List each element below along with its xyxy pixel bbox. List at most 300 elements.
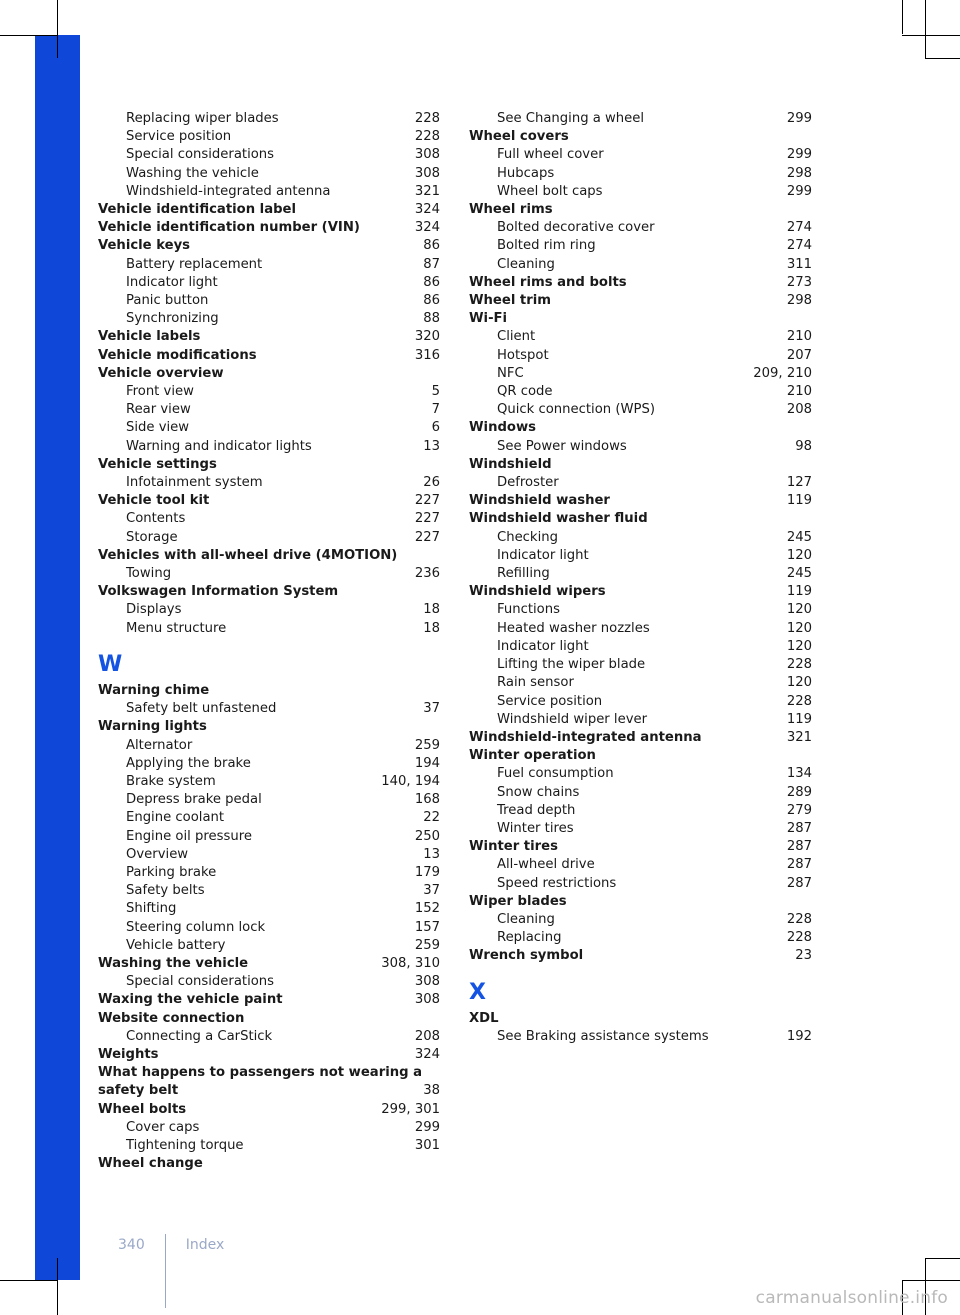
entry-page-ref: 86 [423,293,440,309]
index-entry [469,729,812,747]
entry-page-ref: 127 [786,475,812,491]
entry-label: Tightening torque [126,1137,244,1153]
index-subentry [469,929,812,947]
index-entry [98,237,440,255]
entry-label: Windshield washer fluid [469,511,648,527]
index-subentry [98,791,440,809]
index-letter-heading: W [98,651,123,677]
index-subentry [469,183,812,201]
entry-page-ref: 120 [786,620,812,636]
index-subentry [469,911,812,929]
entry-label: QR code [497,384,553,400]
index-subentry [98,601,440,619]
index-subentry [469,347,812,365]
entry-page-ref: 157 [414,919,440,935]
entry-label: Wheel change [98,1156,203,1172]
page-footer [118,1208,224,1282]
entry-page-ref: 119 [786,711,812,727]
entry-label: Weights [98,1046,159,1062]
entry-page-ref: 120 [786,638,812,654]
entry-page-ref: 88 [423,311,440,327]
entry-label: Vehicle settings [98,456,217,472]
index-entry [98,547,440,565]
index-subentry [98,310,440,328]
index-subentry [98,110,440,128]
entry-page-ref: 6 [431,420,440,436]
entry-page-ref: 120 [786,547,812,563]
entry-page-ref: 320 [414,329,440,345]
index-subentry [469,875,812,893]
entry-label: Cover caps [126,1119,200,1135]
entry-page-ref: 236 [414,566,440,582]
crop-mark [57,1258,58,1315]
entry-page-ref: 308 [414,147,440,163]
entry-label: Parking brake [126,864,217,880]
index-subentry [469,165,812,183]
entry-page-ref: 134 [786,766,812,782]
entry-page-ref: 287 [786,875,812,891]
entry-label: Service position [126,129,232,145]
index-entry [98,583,440,601]
index-subentry [469,328,812,346]
entry-label: Windshield [469,456,552,472]
entry-label: Rear view [126,402,191,418]
index-subentry [98,1028,440,1046]
entry-label: Wiper blades [469,893,567,909]
entry-label: Engine coolant [126,810,225,826]
entry-page-ref: 287 [786,839,812,855]
entry-page-ref: 287 [786,857,812,873]
entry-label: Warning and indicator lights [126,438,312,454]
index-subentry [469,401,812,419]
entry-page-ref: 245 [786,529,812,545]
crop-mark [0,1280,58,1281]
entry-label: Battery replacement [126,256,263,272]
entry-label: Waxing the vehicle paint [98,992,283,1008]
entry-label: Cleaning [497,911,555,927]
entry-label: Engine oil pressure [126,828,252,844]
entry-page-ref: 228 [786,657,812,673]
entry-label: Checking [497,529,558,545]
crop-mark [902,1280,960,1281]
entry-label: Vehicle identification number (VIN) [98,220,360,236]
entry-page-ref: 308 [414,992,440,1008]
index-subentry [98,529,440,547]
index-entry [469,274,812,292]
entry-page-ref: 298 [786,165,812,181]
entry-page-ref: 152 [414,901,440,917]
index-subentry [98,438,440,456]
entry-page-ref: 301 [414,1137,440,1153]
entry-page-ref: 140, 194 [381,773,440,789]
entry-label: Side view [126,420,190,436]
crop-mark [925,1258,960,1259]
index-subentry [98,737,440,755]
index-subentry [98,256,440,274]
entry-label: Storage [126,529,178,545]
index-subentry [98,973,440,991]
index-subentry [469,711,812,729]
entry-label: Windshield-integrated antenna [469,729,702,745]
entry-label: Bolted decorative cover [497,220,655,236]
crop-mark [57,0,58,58]
entry-label: Bolted rim ring [497,238,596,254]
entry-label: Indicator light [126,274,218,290]
index-subentry [98,146,440,164]
entry-label: What happens to passengers not wearing a safety belt [98,1065,423,1099]
entry-label: Replacing [497,930,562,946]
entry-page-ref: 13 [423,846,440,862]
entry-label: XDL [469,1010,499,1026]
entry-page-ref: 311 [786,256,812,272]
entry-label: Vehicles with all-wheel drive (4MOTION) [98,547,398,563]
entry-page-ref: 5 [431,384,440,400]
entry-page-ref: 308 [414,165,440,181]
entry-label: NFC [497,365,524,381]
entry-label: Wrench symbol [469,948,584,964]
entry-label: Depress brake pedal [126,792,262,808]
entry-label: Special considerations [126,974,275,990]
entry-page-ref: 308, 310 [381,955,440,971]
entry-page-ref: 259 [414,737,440,753]
entry-page-ref: 120 [786,675,812,691]
index-subentry [98,864,440,882]
index-subentry [98,700,440,718]
entry-page-ref: 279 [786,802,812,818]
index-subentry [98,937,440,955]
entry-label: Overview [126,846,189,862]
entry-label: Winter tires [497,820,574,836]
entry-label: Replacing wiper blades [126,111,279,126]
entry-label: Safety belt unfastened [126,701,277,717]
entry-label: Service position [497,693,603,709]
entry-label: Vehicle identification label [98,202,297,218]
index-subentry [98,183,440,201]
index-subentry [469,638,812,656]
entry-label: Vehicle battery [126,937,226,953]
index-subentry [98,809,440,827]
index-entry [469,947,812,965]
entry-page-ref: 22 [423,810,440,826]
index-subentry [98,401,440,419]
entry-label: Wi-Fi [469,311,508,327]
index-subentry [469,110,812,128]
entry-label: Wheel rims [469,202,553,218]
entry-page-ref: 316 [414,347,440,363]
index-subentry [469,601,812,619]
index-subentry [98,919,440,937]
entry-page-ref: 299, 301 [381,1101,440,1117]
entry-label: Steering column lock [126,919,266,935]
watermark: carmanualsonline.info [755,1288,948,1308]
index-subentry [469,856,812,874]
index-entry [469,201,812,219]
index-subentry [469,383,812,401]
index-entry [98,347,440,365]
index-entry [98,1155,440,1173]
entry-page-ref: 120 [786,602,812,618]
entry-label: Washing the vehicle [98,955,249,971]
entry-label: Functions [497,602,560,618]
entry-page-ref: 273 [786,274,812,290]
index-entry [98,456,440,474]
entry-label: Towing [126,566,172,582]
index-subentry [98,1137,440,1155]
index-subentry [469,674,812,692]
entry-label: Website connection [98,1010,245,1026]
entry-page-ref: 250 [414,828,440,844]
entry-page-ref: 324 [414,1046,440,1062]
entry-label: Tread depth [497,802,576,818]
entry-page-ref: 245 [786,566,812,582]
entry-page-ref: 321 [786,729,812,745]
entry-label: Volkswagen Information System [98,584,339,600]
index-subentry [469,529,812,547]
entry-label: Vehicle labels [98,329,201,345]
index-entry [98,1101,440,1119]
entry-label: Quick connection (WPS) [497,402,655,418]
index-entry [469,419,812,437]
entry-page-ref: 321 [414,183,440,199]
entry-page-ref: 119 [786,493,812,509]
entry-label: Full wheel cover [497,147,604,163]
index-subentry [469,565,812,583]
entry-label: Special considerations [126,147,275,163]
index-subentry [469,656,812,674]
entry-label: Cleaning [497,256,555,272]
entry-label: Speed restrictions [497,875,617,891]
entry-label: Refilling [497,566,550,582]
entry-label: Rain sensor [497,675,574,691]
entry-page-ref: 324 [414,220,440,236]
entry-label: Windshield washer [469,493,610,509]
entry-page-ref: 86 [423,274,440,290]
entry-page-ref: 209, 210 [753,365,812,381]
entry-label: Wheel covers [469,129,569,145]
entry-label: Shifting [126,901,177,917]
page-number: 340 [118,1237,145,1253]
entry-page-ref: 227 [414,511,440,527]
index-entry [469,893,812,911]
index-entry [469,747,812,765]
entry-page-ref: 210 [786,329,812,345]
index-entry [98,365,440,383]
index-entry [469,510,812,528]
index-subentry [98,1119,440,1137]
index-entry [98,1046,440,1064]
entry-label: Synchronizing [126,311,219,327]
entry-label: Defroster [497,475,559,491]
entry-label: Vehicle modifications [98,347,257,363]
entry-label: Contents [126,511,186,527]
index-subentry [98,292,440,310]
entry-label: Brake system [126,773,216,789]
entry-label: Winter operation [469,748,596,764]
index-entry [469,1010,812,1028]
entry-page-ref: 274 [786,220,812,236]
index-subentry [98,900,440,918]
index-entry [98,955,440,973]
entry-label: Windows [469,420,536,436]
index-entry [469,128,812,146]
entry-label: Wheel bolt caps [497,183,603,199]
crop-mark [925,58,960,59]
index-entry [98,219,440,237]
entry-label: Infotainment system [126,475,263,491]
entry-page-ref: 287 [786,820,812,836]
index-subentry [98,474,440,492]
index-entry [98,201,440,219]
index-subentry [469,693,812,711]
entry-label: Safety belts [126,883,205,899]
index-subentry [98,882,440,900]
entry-page-ref: 299 [786,147,812,163]
entry-page-ref: 228 [414,111,440,126]
index-subentry [98,165,440,183]
entry-page-ref: 227 [414,493,440,509]
index-subentry [469,547,812,565]
entry-page-ref: 7 [431,402,440,418]
entry-label: Vehicle tool kit [98,493,210,509]
index-entry [98,492,440,510]
entry-label: See Power windows [497,438,627,454]
entry-label: All-wheel drive [497,857,595,873]
entry-label: Indicator light [497,638,589,654]
entry-page-ref: 228 [414,129,440,145]
entry-page-ref: 87 [423,256,440,272]
entry-label: Front view [126,384,194,400]
index-subentry [469,365,812,383]
entry-page-ref: 38 [423,1083,440,1099]
entry-page-ref: 210 [786,384,812,400]
index-entry [469,292,812,310]
index-column-left [98,110,440,1173]
index-subentry [98,419,440,437]
index-entry [98,682,440,700]
entry-label: Displays [126,602,182,618]
crop-mark [902,35,960,36]
index-entry [469,456,812,474]
index-entry [98,1064,440,1100]
entry-page-ref: 308 [414,974,440,990]
index-subentry [469,237,812,255]
index-subentry [98,274,440,292]
footer-divider [165,1234,166,1308]
index-subentry [469,146,812,164]
entry-page-ref: 18 [423,602,440,618]
index-subentry [469,474,812,492]
entry-label: Heated washer nozzles [497,620,650,636]
index-subentry [98,828,440,846]
index-entry [98,1010,440,1028]
entry-label: Warning lights [98,719,207,735]
entry-page-ref: 18 [423,620,440,636]
crop-mark [925,0,926,58]
entry-page-ref: 98 [795,438,812,454]
index-entry [469,838,812,856]
entry-label: Alternator [126,737,193,753]
entry-page-ref: 259 [414,937,440,953]
entry-page-ref: 299 [786,111,812,126]
crop-mark [0,35,58,36]
entry-page-ref: 23 [795,948,812,964]
entry-label: Connecting a CarStick [126,1028,273,1044]
index-subentry [98,620,440,638]
index-subentry [98,773,440,791]
page-edge-bar [35,35,80,1280]
entry-label: See Changing a wheel [497,111,645,126]
index-subentry [469,620,812,638]
entry-label: Wheel rims and bolts [469,274,627,290]
entry-page-ref: 298 [786,293,812,309]
entry-label: Hubcaps [497,165,555,181]
index-subentry [98,383,440,401]
index-entry [98,718,440,736]
entry-page-ref: 228 [786,911,812,927]
index-entry [469,583,812,601]
entry-page-ref: 168 [414,792,440,808]
entry-label: Snow chains [497,784,580,800]
entry-page-ref: 119 [786,584,812,600]
index-subentry [469,438,812,456]
index-subentry [98,510,440,528]
entry-label: Client [497,329,536,345]
entry-page-ref: 207 [786,347,812,363]
entry-label: Panic button [126,293,209,309]
index-subentry [469,765,812,783]
index-subentry [469,784,812,802]
entry-page-ref: 194 [414,755,440,771]
index-subentry [469,802,812,820]
index-subentry [469,219,812,237]
entry-page-ref: 37 [423,701,440,717]
entry-page-ref: 324 [414,202,440,218]
index-entry [469,310,812,328]
index-subentry [469,256,812,274]
entry-label: Lifting the wiper blade [497,657,646,673]
entry-label: Vehicle overview [98,365,224,381]
entry-page-ref: 37 [423,883,440,899]
entry-label: Hotspot [497,347,549,363]
entry-page-ref: 228 [786,693,812,709]
entry-label: Fuel consumption [497,766,614,782]
entry-label: Winter tires [469,839,558,855]
entry-label: Indicator light [497,547,589,563]
entry-label: Wheel trim [469,293,552,309]
index-subentry [98,565,440,583]
entry-label: Windshield wipers [469,584,606,600]
entry-page-ref: 227 [414,529,440,545]
entry-page-ref: 208 [414,1028,440,1044]
entry-page-ref: 86 [423,238,440,254]
entry-page-ref: 13 [423,438,440,454]
entry-page-ref: 228 [786,930,812,946]
entry-label: Applying the brake [126,755,251,771]
index-subentry [98,846,440,864]
entry-page-ref: 26 [423,475,440,491]
index-entry [469,492,812,510]
entry-page-ref: 299 [414,1119,440,1135]
entry-page-ref: 274 [786,238,812,254]
entry-label: Washing the vehicle [126,165,259,181]
entry-page-ref: 289 [786,784,812,800]
index-subentry [469,820,812,838]
entry-label: Windshield-integrated antenna [126,183,331,199]
index-subentry [98,755,440,773]
index-subentry [98,128,440,146]
entry-label: Vehicle keys [98,238,191,254]
entry-page-ref: 299 [786,183,812,199]
